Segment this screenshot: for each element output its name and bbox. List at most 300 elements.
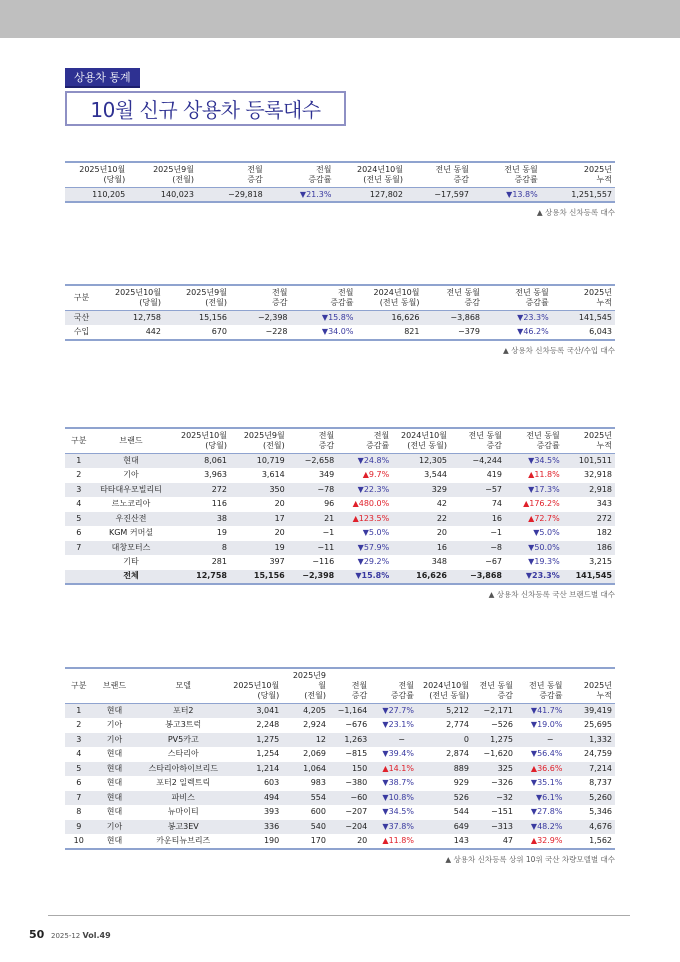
table-cell: 348 (431, 557, 447, 567)
table-cell: 2 (76, 470, 82, 480)
table-cell: 2,918 (563, 483, 615, 498)
table-cell: 110,205 (65, 188, 128, 203)
table-cell: 현대 (93, 704, 137, 719)
table-cell: 12,758 (98, 311, 164, 326)
table-cell: ▼19.0% (530, 720, 563, 730)
header-row (65, 428, 615, 454)
column-header: 모델 (137, 668, 231, 704)
table-cell: ▼13.8% (472, 188, 541, 203)
table-cell: 649 (417, 820, 472, 835)
column-header: 전월 증감 (230, 285, 291, 311)
table-cell: ▲32.9% (530, 835, 563, 845)
table-cell: 국산 (65, 311, 98, 326)
column-header: 2025년 누적 (541, 162, 615, 188)
table-cell: 봉고3트럭 (165, 720, 202, 730)
table-cell: 272 (563, 512, 615, 527)
table1-block (65, 161, 615, 218)
table-cell: 현대 (106, 749, 123, 759)
table-cell: 기아 (123, 470, 139, 480)
page-number: 50 (29, 928, 45, 941)
table-cell: ▼35.1% (530, 778, 563, 788)
total-registration-table (65, 161, 615, 203)
table-row (65, 805, 615, 820)
table-cell: 24,759 (584, 749, 612, 759)
top-bar (0, 0, 680, 38)
table-cell: 수입 (73, 326, 90, 336)
table-cell: −228 (265, 326, 288, 336)
table-cell: 17 (230, 512, 288, 527)
column-header: 전년 동월 증감률 (483, 285, 552, 311)
table-cell: −1,164 (329, 704, 370, 719)
table-cell: ▼23.1% (382, 720, 414, 730)
table-cell: 15,156 (230, 570, 288, 585)
column-header: 전년 동월 증감 (472, 668, 516, 704)
table-cell: 42 (436, 499, 447, 509)
table-cell: 540 (282, 820, 329, 835)
table-cell: 20 (436, 528, 447, 538)
table-cell: 4 (76, 499, 82, 509)
column-header: 브랜드 (93, 428, 170, 454)
table-cell: 3,614 (261, 470, 285, 480)
column-header: 2024년10월 (전년 동월) (335, 162, 407, 188)
table-cell: KGM 커머셜 (108, 528, 154, 538)
column-header: 2025년9월 (전월) (282, 668, 329, 704)
column-header: 2024년10월 (전년 동월) (392, 428, 450, 454)
column-header: 2025년 누적 (566, 668, 616, 704)
table-row (65, 747, 615, 762)
table-cell: 현대 (93, 791, 137, 806)
table-cell: 포터2 (137, 704, 231, 719)
table-cell: 3,544 (424, 470, 447, 480)
table-row (65, 704, 615, 719)
table-cell: ▼46.2% (517, 326, 549, 336)
table-cell: 뉴마이티 (167, 807, 199, 817)
table-cell: −2,398 (288, 570, 338, 585)
section-tag: 상용차 통계 (65, 68, 140, 88)
table1-caption: ▲ 상용차 신차등록 대수 (536, 208, 615, 217)
top10-model-table (65, 667, 615, 850)
table-cell: −17,597 (406, 188, 472, 203)
table-cell: 1,562 (589, 835, 612, 845)
footer-divider (48, 915, 630, 916)
table-cell: 4,205 (282, 704, 329, 719)
table-row (65, 311, 615, 326)
table-cell: 대창모터스 (93, 541, 170, 556)
table-cell: 16 (392, 541, 450, 556)
table-cell: −78 (288, 483, 338, 498)
table-row (65, 483, 615, 498)
table-cell: −2,398 (230, 311, 291, 326)
table-cell: 325 (472, 762, 516, 777)
table-cell: 38 (170, 512, 231, 527)
table-cell: 4 (76, 749, 82, 759)
table-cell: −2,658 (288, 454, 338, 469)
table-row (65, 541, 615, 556)
column-header: 2025년9월 (전월) (164, 285, 230, 311)
table-cell: 419 (486, 470, 502, 480)
table-row (65, 555, 615, 570)
table-cell: 16 (450, 512, 505, 527)
table-cell: 670 (211, 326, 227, 336)
table-cell: 봉고3EV (137, 820, 231, 835)
table-cell: 494 (230, 791, 282, 806)
table-cell: 현대 (106, 778, 123, 788)
table-row (65, 188, 615, 203)
table-cell: 1,275 (472, 733, 516, 748)
table-cell: −67 (485, 557, 502, 567)
table-cell: 554 (282, 791, 329, 806)
table-cell: 4,676 (566, 820, 616, 835)
table-row (65, 526, 615, 541)
header-row (65, 285, 615, 311)
table-cell: 8 (76, 807, 82, 817)
table-cell: 1,275 (230, 733, 282, 748)
table-cell: −2,171 (472, 704, 516, 719)
table-cell: 8 (170, 541, 231, 556)
table-cell: 336 (230, 820, 282, 835)
domestic-import-table (65, 284, 615, 341)
table-cell: −60 (329, 791, 370, 806)
column-header: 전년 동월 증감률 (472, 162, 541, 188)
table-cell: −207 (345, 807, 368, 817)
column-header: 2025년 누적 (563, 428, 615, 454)
table-cell: 544 (453, 807, 469, 817)
header-row (65, 162, 615, 188)
table-cell: 현대 (93, 762, 137, 777)
table4-block (65, 667, 615, 865)
table-cell: 39,419 (566, 704, 616, 719)
table-cell: ▼34.5% (382, 807, 414, 817)
table-cell: 140,023 (128, 188, 197, 203)
table-cell: 32,918 (584, 470, 612, 480)
table-cell: 기아 (93, 733, 137, 748)
table-cell: 15,156 (164, 311, 230, 326)
table-cell: ▼5.0% (533, 528, 560, 538)
table-cell: 10,719 (230, 454, 288, 469)
issue-date: 2025-12 (51, 932, 81, 940)
table2-block (65, 284, 615, 356)
table-cell: ▲176.2% (523, 499, 560, 509)
table-cell: 150 (329, 762, 370, 777)
table-cell: ▼48.2% (516, 820, 566, 835)
table-cell: ▼24.8% (337, 454, 392, 469)
table-cell: ▼21.3% (266, 188, 335, 203)
table-cell: 22 (392, 512, 450, 527)
column-header: 2024년10월 (전년 동월) (417, 668, 472, 704)
table-cell: 스타리아하이브리드 (137, 762, 231, 777)
table-cell: 6,043 (589, 326, 612, 336)
column-header: 전월 증감률 (337, 428, 392, 454)
column-header: 전월 증감 (288, 428, 338, 454)
table-cell: 397 (269, 557, 285, 567)
table-cell (65, 570, 93, 585)
table-cell: 190 (263, 835, 280, 845)
table-cell: 8,061 (170, 454, 231, 469)
table-cell: ▼50.0% (505, 541, 563, 556)
table-cell: 272 (170, 483, 231, 498)
table-cell: ▼10.8% (370, 791, 417, 806)
table-cell: ▲36.6% (516, 762, 566, 777)
table-cell: ▼15.8% (337, 570, 392, 585)
table-cell: −151 (491, 807, 513, 817)
table-cell: 186 (563, 541, 615, 556)
table-cell: 20 (357, 835, 368, 845)
column-header: 전월 증감 (197, 162, 266, 188)
table-cell: 기타 (123, 557, 139, 567)
table-cell: ▼23.3% (505, 570, 563, 585)
table-cell: 1,263 (329, 733, 370, 748)
table-cell: 1,254 (256, 749, 280, 759)
column-header: 전년 동월 증감률 (516, 668, 566, 704)
column-header: 2025년9월 (전월) (128, 162, 197, 188)
column-header: 2025년9월 (전월) (230, 428, 288, 454)
table-row (65, 820, 615, 835)
table-cell: −57 (450, 483, 505, 498)
total-row (65, 570, 615, 585)
table-row (65, 512, 615, 527)
table-cell: 1,332 (566, 733, 616, 748)
table-row (65, 762, 615, 777)
table-cell: 889 (417, 762, 472, 777)
table-cell: 전체 (93, 570, 170, 585)
column-header: 2025년 누적 (552, 285, 615, 311)
table-cell: ▲14.1% (370, 762, 417, 777)
column-header: 전월 증감률 (370, 668, 417, 704)
column-header: 구분 (65, 428, 93, 454)
table-cell: 19 (216, 528, 227, 538)
column-header: 구분 (65, 668, 93, 704)
table-cell: 파비스 (137, 791, 231, 806)
table-cell: 1,214 (230, 762, 282, 777)
table-cell: 1,064 (282, 762, 329, 777)
table-cell: 1 (65, 704, 93, 719)
title-box (65, 91, 346, 126)
table-cell: 329 (392, 483, 450, 498)
table-cell: 5,260 (566, 791, 616, 806)
table-cell: 143 (453, 835, 469, 845)
table-cell: 2,874 (446, 749, 469, 759)
table-cell: 포터2 일렉트릭 (156, 778, 211, 788)
table-cell: 3,963 (204, 470, 227, 480)
column-header: 2025년10월 (당월) (98, 285, 164, 311)
table-cell: 343 (596, 499, 612, 509)
column-header: 전월 증감 (329, 668, 370, 704)
table4-caption: ▲ 상용차 신차등록 상위 10위 국산 차량모델별 대수 (445, 854, 615, 864)
table-cell: 600 (310, 807, 326, 817)
table-row (65, 733, 615, 748)
table-cell: −204 (329, 820, 370, 835)
table-cell: 10 (73, 835, 84, 845)
table-cell: 101,511 (563, 454, 615, 469)
table-cell: ▼15.8% (291, 311, 357, 326)
table-cell: 6 (76, 778, 82, 788)
table-row (65, 468, 615, 483)
column-header: 전년 동월 증감 (423, 285, 484, 311)
table-cell: −326 (491, 778, 513, 788)
table-cell: 127,802 (335, 188, 407, 203)
table-cell: 141,545 (552, 311, 615, 326)
volume: Vol.49 (82, 931, 111, 940)
column-header: 2024년10월 (전년 동월) (357, 285, 423, 311)
table-cell: 603 (263, 778, 280, 788)
table-cell: 12 (282, 733, 329, 748)
table-cell: 25,695 (584, 720, 612, 730)
table-cell: ▼6.1% (516, 791, 566, 806)
table-cell: ▼34.5% (505, 454, 563, 469)
table-row (65, 791, 615, 806)
table-row (65, 834, 615, 849)
table-cell: ▼5.0% (362, 528, 390, 538)
column-header: 브랜드 (93, 668, 137, 704)
table-cell: ▼22.3% (337, 483, 392, 498)
table-cell: 3 (65, 483, 93, 498)
table-cell: 3,215 (589, 557, 612, 567)
table-cell: ▼17.3% (505, 483, 563, 498)
column-header: 2025년10월 (당월) (65, 162, 128, 188)
table-cell: 16,626 (357, 311, 423, 326)
table-cell: 393 (263, 807, 280, 817)
brand-table (65, 427, 615, 585)
table-cell: 281 (211, 557, 227, 567)
table-cell: −313 (472, 820, 516, 835)
table-cell: ▲9.7% (362, 470, 390, 480)
issue-label (51, 931, 111, 940)
column-header: 구분 (65, 285, 98, 311)
table-row (65, 776, 615, 791)
table-cell: ▼19.3% (528, 557, 560, 567)
table-cell: −29,818 (197, 188, 266, 203)
table-cell: 821 (404, 326, 420, 336)
table-cell: PV5카고 (137, 733, 231, 748)
table-cell: 20 (274, 499, 285, 509)
table-cell: −1 (322, 528, 335, 538)
table-cell: −526 (491, 720, 513, 730)
table-cell: ▼29.2% (357, 557, 390, 567)
table-cell: −380 (345, 778, 368, 788)
table-cell: ▼23.3% (483, 311, 552, 326)
table-cell: 기아 (93, 820, 137, 835)
table-cell (65, 555, 93, 570)
table-cell: 우진산전 (93, 512, 170, 527)
table-cell: 20 (274, 528, 285, 538)
table-cell: −379 (458, 326, 480, 336)
column-header: 전년 동월 증감 (406, 162, 472, 188)
table-cell: −116 (312, 557, 335, 567)
table-cell: ▲72.7% (505, 512, 563, 527)
table-row (65, 497, 615, 512)
table-row (65, 454, 615, 469)
table-cell: 170 (310, 835, 326, 845)
table-cell: 5,212 (417, 704, 472, 719)
table-cell: −1,620 (483, 749, 513, 759)
table-cell: 349 (318, 470, 335, 480)
table-cell: 0 (417, 733, 472, 748)
page-title: 10월 신규 상용차 등록대수 (90, 98, 321, 122)
table-cell: 9 (65, 820, 93, 835)
table-row (65, 718, 615, 733)
table-cell: 5 (65, 762, 93, 777)
header-row (65, 668, 615, 704)
table-cell: −1 (490, 528, 502, 538)
table-cell: ▼37.8% (370, 820, 417, 835)
table-cell: 182 (596, 528, 612, 538)
table-cell: 타타대우모빌리티 (93, 483, 170, 498)
table-cell: ▼38.7% (382, 778, 414, 788)
table-cell: 현대 (93, 454, 170, 469)
table2-caption: ▲ 상용차 신차등록 국산/수입 대수 (502, 345, 615, 355)
column-header: 전월 증감률 (266, 162, 335, 188)
table-cell: −676 (345, 720, 368, 730)
table-cell: 19 (230, 541, 288, 556)
table-cell: ▼39.4% (382, 749, 414, 759)
table-cell: 2,248 (256, 720, 280, 730)
table-cell: 12,758 (170, 570, 231, 585)
table-cell: 르노코리아 (111, 499, 151, 509)
table-cell: ▲11.8% (382, 835, 414, 845)
table-cell: −815 (345, 749, 368, 759)
column-header: 전월 증감률 (291, 285, 357, 311)
table-cell: 5 (65, 512, 93, 527)
column-header: 전년 동월 증감 (450, 428, 505, 454)
table-cell: 현대 (106, 807, 123, 817)
table3-block (65, 427, 615, 600)
table-cell: 116 (211, 499, 227, 509)
table-cell: −3,868 (450, 570, 505, 585)
table-cell: − (370, 733, 417, 748)
table-cell: ▼56.4% (530, 749, 563, 759)
table-cell: 16,626 (392, 570, 450, 585)
table-cell: 929 (453, 778, 469, 788)
table-cell: 스타리아 (167, 749, 199, 759)
table-cell: 카운티뉴브리즈 (156, 835, 211, 845)
column-header: 2025년10월 (당월) (170, 428, 231, 454)
table-cell: 2,924 (303, 720, 326, 730)
table-cell: 12,305 (392, 454, 450, 469)
table-cell: −11 (288, 541, 338, 556)
table-cell: 7,214 (566, 762, 616, 777)
table-cell: −8 (450, 541, 505, 556)
table-cell: 현대 (106, 835, 123, 845)
table-cell: 7 (65, 791, 93, 806)
table-cell: 기아 (106, 720, 123, 730)
table-cell: 74 (491, 499, 502, 509)
table-cell: ▲480.0% (352, 499, 390, 509)
table-cell: − (516, 733, 566, 748)
table-cell: ▲11.8% (528, 470, 560, 480)
table-cell: ▼57.9% (337, 541, 392, 556)
table-cell: −3,868 (423, 311, 484, 326)
table-cell: 1,251,557 (541, 188, 615, 203)
table-cell: 1 (65, 454, 93, 469)
table-cell: ▼27.8% (530, 807, 563, 817)
table-cell: 2,774 (446, 720, 469, 730)
table-cell: 526 (417, 791, 472, 806)
table-cell: 5,346 (589, 807, 612, 817)
table3-caption: ▲ 상용차 신차등록 국산 브랜드별 대수 (488, 590, 615, 599)
table-cell: 141,545 (563, 570, 615, 585)
table-cell: 3 (65, 733, 93, 748)
table-cell: 2,069 (303, 749, 326, 759)
table-cell: 47 (502, 835, 513, 845)
table-cell: 3,041 (230, 704, 282, 719)
column-header: 전년 동월 증감률 (505, 428, 563, 454)
table-cell: 350 (230, 483, 288, 498)
table-cell: 21 (288, 512, 338, 527)
table-cell: 7 (65, 541, 93, 556)
table-cell: 983 (310, 778, 326, 788)
table-cell: 442 (145, 326, 161, 336)
table-row (65, 325, 615, 340)
